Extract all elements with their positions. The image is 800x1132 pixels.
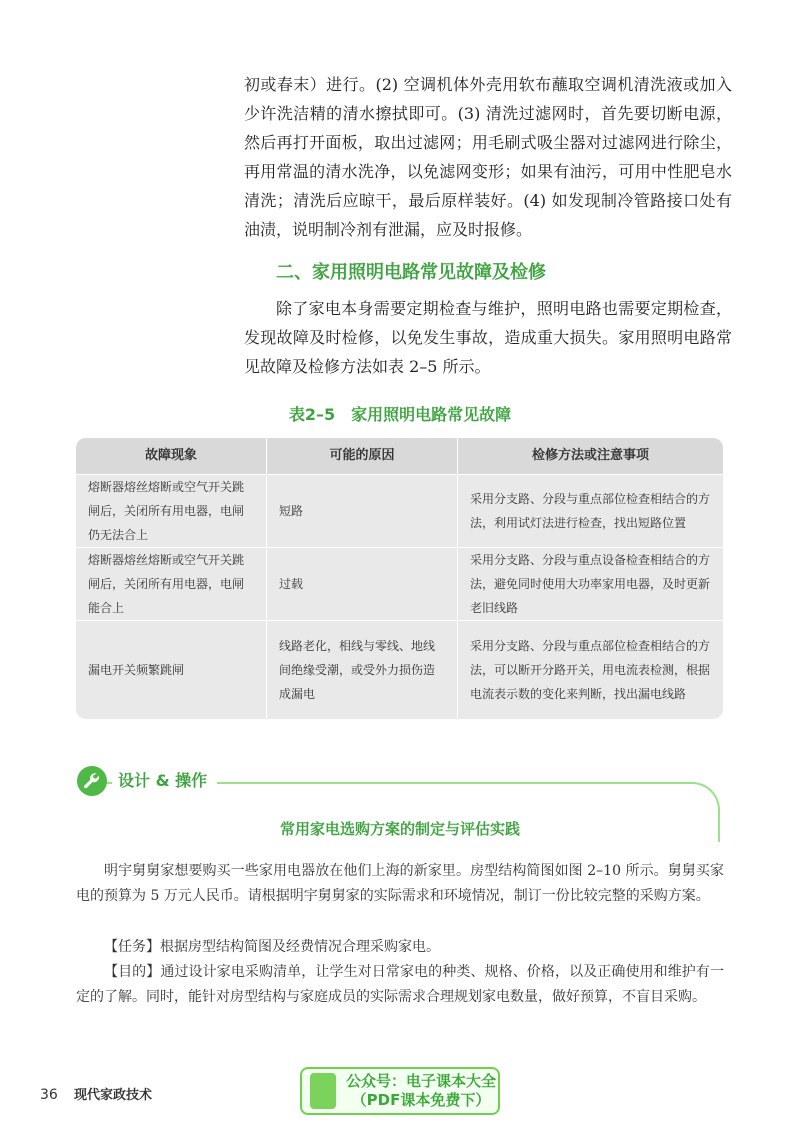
watermark-text <box>344 1072 498 1110</box>
table-cell: 采用分支路、分段与重点部位检查相结合的方法，可以断开分路开关，用电流表检测，根据电流表示数的变化来判断，找出漏电线路 <box>470 639 711 701</box>
table-caption: 表2–5 家用照明电路常见故障 <box>288 405 512 424</box>
watermark-line-1: 公众号：电子课本大全 <box>345 1072 496 1090</box>
section-heading: 二、家用照明电路常见故障及检修 <box>276 262 546 283</box>
design-section-label: 设计 & 操作 <box>112 768 217 794</box>
page-number: 36 <box>40 1087 58 1103</box>
task-scenario: 明宇舅舅家想要购买一些家用电器放在他们上海的新家里。房型结构简图如图 2–10 所示。舅舅买家电的预算为 5 万元人民币。请根据明宇舅舅家的实际需求和环境情况，制订一份比较完整的采购方案。 <box>76 863 724 904</box>
table-cell: 漏电开关频繁跳闸 <box>76 621 267 719</box>
table-cell: 线路老化，相线与零线、地线间绝缘受潮，或受外力损伤造成漏电 <box>267 621 458 719</box>
table-cell: 过载 <box>267 548 458 620</box>
table-row <box>76 621 723 719</box>
table-header-row <box>76 438 723 475</box>
task-purpose: 【目的】通过设计家电采购清单，让学生对日常家电的种类、规格、价格，以及正确使用和维护有一定的了解。同时，能针对房型结构与家庭成员的实际需求合理规划家电数量，做好预算，不盲目采购。 <box>76 964 724 1005</box>
table-cell: 熔断器熔丝熔断或空气开关跳闸后，关闭所有用电器，电闸能合上 <box>76 548 267 620</box>
watermark-badge <box>300 1067 500 1115</box>
table-header-cell: 可能的原因 <box>267 438 458 474</box>
paragraph-intro: 初或春末）进行。(2) 空调机体外壳用软布蘸取空调机清洗液或加入少许洗洁精的清水擦拭即可。(3) 清洗过滤网时，首先要切断电源，然后再打开面板，取出过滤网；用毛刷式吸尘器对过滤网进行除尘，再用常温的清水洗净，以免滤网变形；如果有油污，可用中性肥皂水清洗；清洗后应晾干，最后原样装好。(4) 如发现制冷管路接口处有油渍，说明制冷剂有泄漏，应及时报修。 <box>244 75 732 239</box>
table-cell: 采用分支路、分段与重点设备检查相结合的方法，避免同时使用大功率家用电器，及时更新老旧线路 <box>470 553 711 615</box>
table-row <box>76 475 723 548</box>
table-header-cell: 检修方法或注意事项 <box>531 448 649 463</box>
table-cell: 短路 <box>267 475 458 547</box>
table-row <box>76 548 723 621</box>
task-title: 常用家电选购方案的制定与评估实践 <box>279 820 520 838</box>
paragraph-lighting: 除了家电本身需要定期检查与维护，照明电路也需要定期检查，发现故障及时检修，以免发生事故，造成重大损失。家用照明电路常见故障及检修方法如表 2–5 所示。 <box>244 299 732 376</box>
table-cell: 采用分支路、分段与重点部位检查相结合的方法，利用试灯法进行检查，找出短路位置 <box>470 492 711 530</box>
textbook-logo-icon <box>310 1073 336 1109</box>
fault-table <box>76 438 723 719</box>
book-title: 现代家政技术 <box>73 1088 152 1103</box>
task-assignment: 【任务】根据房型结构简图及经费情况合理采购家电。 <box>104 939 440 955</box>
watermark-line-2: （PDF课本免费下） <box>351 1091 491 1109</box>
page-footer <box>40 1085 152 1106</box>
table-header-cell: 故障现象 <box>76 438 267 474</box>
wrench-icon <box>77 766 107 796</box>
table-cell: 熔断器熔丝熔断或空气开关跳闸后，关闭所有用电器，电闸仍无法合上 <box>76 475 267 547</box>
